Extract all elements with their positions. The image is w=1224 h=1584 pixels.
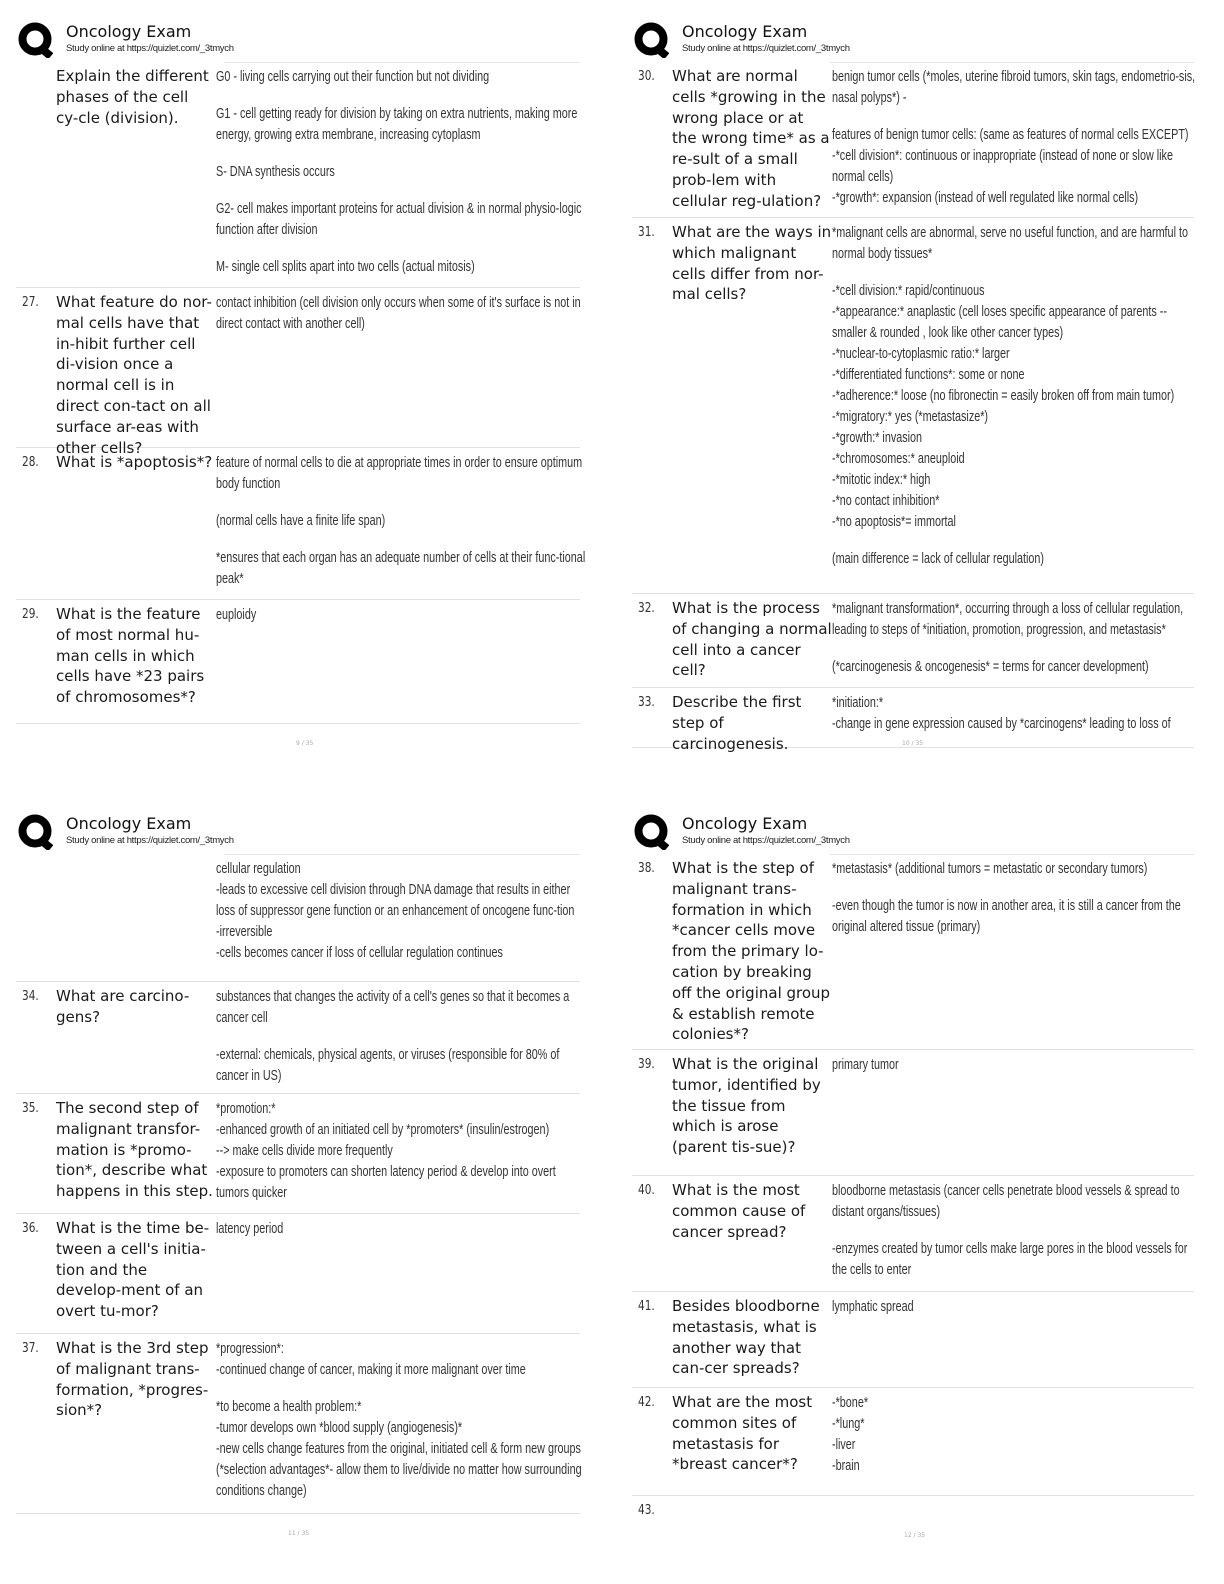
header-title: Oncology Exam xyxy=(682,814,808,833)
page-footer: 11 / 35 xyxy=(288,1530,310,1537)
answer-text xyxy=(832,1393,1106,1477)
page-2 xyxy=(632,18,1212,753)
answer-paragraph: *malignant cells are abnormal, serve no useful function, and are harmful to normal body tissues* xyxy=(832,225,1188,262)
question-number: 27. xyxy=(22,294,39,310)
answer-paragraph: *promotion:* -enhanced growth of an initiated cell by *promoters* (insulin/estrogen) --> make cells divide more frequently -exposure to promoters can shorten latency period & develop into overt tumors quicker xyxy=(216,1101,556,1201)
question-number: 41. xyxy=(638,1298,655,1314)
quizlet-logo-icon xyxy=(18,814,54,850)
qa-row xyxy=(632,1292,1194,1388)
quizlet-logo-icon xyxy=(18,22,54,58)
question-number: 36. xyxy=(22,1220,39,1236)
question-number: 32. xyxy=(638,600,655,616)
question-text: What is the time be-tween a cell's initia-tion and the develop-ment of an overt tu-mor? xyxy=(56,1219,210,1321)
answer-paragraph: benign tumor cells (*moles, uterine fibroid tumors, skin tags, endometrio-sis, nasal polyps*) - xyxy=(832,69,1196,106)
answer-paragraph: *to become a health problem:* -tumor develops own *blood supply (angiogenesis)* -new cells change features from the original, initiated cell & form new groups (*selection advantages*- allow them to live/divide no matter how surrounding conditions change) xyxy=(216,1399,582,1499)
answer-paragraph: M- single cell splits apart into two cells (actual mitosis) xyxy=(216,259,475,275)
answer-paragraph: (*carcinogenesis & oncogenesis* = terms for cancer development) xyxy=(832,659,1149,675)
question-text: The second step of malignant transfor-mation is *promo-tion*, describe what happens in this step. xyxy=(56,1099,213,1201)
qa-row xyxy=(632,62,1194,218)
page-1 xyxy=(16,18,596,747)
header-subtitle: Study online at https://quizlet.com/_3tmych xyxy=(66,835,234,846)
question-number: 31. xyxy=(638,224,655,240)
answer-text xyxy=(216,453,586,590)
question-number: 30. xyxy=(638,68,655,84)
qa-row xyxy=(632,1050,1194,1176)
answer-text xyxy=(832,67,1196,209)
question-text: What is the original tumor, identified by the tissue from which is arose (parent tis-sue)? xyxy=(672,1055,821,1157)
answer-text xyxy=(216,293,581,335)
answer-paragraph: lymphatic spread xyxy=(832,1299,914,1315)
answer-paragraph: (normal cells have a finite life span) xyxy=(216,513,386,529)
qa-row xyxy=(16,982,580,1094)
answer-paragraph: *initiation:* -change in gene expression caused by *carcinogens* leading to loss of xyxy=(832,695,1171,732)
answer-text xyxy=(216,67,582,278)
answer-text xyxy=(832,1181,1188,1281)
quizlet-logo-icon xyxy=(634,22,670,58)
answer-paragraph: *malignant transformation*, occurring through a loss of cellular regulation, leading to steps of *initiation, promotion, progression, and metastasis* xyxy=(832,601,1184,638)
answer-paragraph: cellular regulation -leads to excessive cell division through DNA damage that results in either loss of suppressor gene function or an enhancement of oncogene func-tion -irreversible -cells becomes cancer if loss of cellular regulation continues xyxy=(216,861,575,961)
qa-row xyxy=(16,288,581,457)
answer-text xyxy=(832,599,1184,678)
header-title: Oncology Exam xyxy=(682,22,808,41)
question-text: What are the ways in which malignant cells differ from nor-mal cells? xyxy=(672,223,832,304)
answer-text xyxy=(832,223,1188,570)
answer-text xyxy=(216,1219,490,1240)
question-number: 29. xyxy=(22,606,39,622)
answer-paragraph: -*bone* -*lung* -liver -brain xyxy=(832,1395,869,1474)
answer-paragraph: G1 - cell getting ready for division by taking on extra nutrients, making more energy, growing extra membrane, increasing cytoplasm xyxy=(216,106,578,143)
page-header xyxy=(16,810,596,854)
answer-text xyxy=(832,693,1171,735)
answer-paragraph: latency period xyxy=(216,1221,284,1237)
header-subtitle: Study online at https://quizlet.com/_3tmych xyxy=(66,43,234,54)
answer-text xyxy=(216,1099,556,1204)
answer-paragraph: bloodborne metastasis (cancer cells penetrate blood vessels & spread to distant organs/tissues) xyxy=(832,1183,1180,1220)
answer-paragraph: euploidy xyxy=(216,607,257,623)
question-text: Describe the first step of carcinogenesis. xyxy=(672,693,802,753)
answer-paragraph: G0 - living cells carrying out their function but not dividing xyxy=(216,69,490,85)
page-footer: 9 / 35 xyxy=(296,740,314,747)
question-text: Besides bloodborne metastasis, what is another way that can-cer spreads? xyxy=(672,1297,820,1378)
qa-row xyxy=(632,1496,1194,1526)
qa-row xyxy=(632,1388,1194,1496)
question-number: 43. xyxy=(638,1502,655,1518)
qa-row xyxy=(16,600,580,724)
answer-paragraph: S- DNA synthesis occurs xyxy=(216,164,335,180)
question-number: 33. xyxy=(638,694,655,710)
question-text: What are carcino-gens? xyxy=(56,987,190,1026)
qa-row xyxy=(16,1214,580,1334)
qa-row xyxy=(632,1176,1194,1292)
qa-row xyxy=(632,594,1194,688)
question-text: What feature do nor-mal cells have that in-hibit further cell di-vision once a normal cell is in direct con-tact on all surface ar-eas with other cells? xyxy=(56,293,212,457)
question-number: 34. xyxy=(22,988,39,1004)
qa-row xyxy=(16,62,580,288)
answer-paragraph: *ensures that each organ has an adequate number of cells at their func-tional peak* xyxy=(216,550,586,587)
answer-text xyxy=(216,1339,582,1502)
answer-text xyxy=(832,859,1181,938)
answer-text xyxy=(216,859,575,964)
answer-paragraph: -external: chemicals, physical agents, or viruses (responsible for 80% of cancer in US) xyxy=(216,1047,560,1084)
question-text: Explain the different phases of the cell cy-cle (division). xyxy=(56,67,209,127)
question-number: 42. xyxy=(638,1394,655,1410)
answer-paragraph: primary tumor xyxy=(832,1057,899,1073)
qa-row xyxy=(16,1334,580,1514)
question-number: 37. xyxy=(22,1340,39,1356)
qa-row xyxy=(632,688,1194,753)
page-footer: 10 / 35 xyxy=(902,740,924,747)
answer-paragraph: -even though the tumor is now in another area, it is still a cancer from the original altered tissue (primary) xyxy=(832,898,1181,935)
question-text: What are the most common sites of metastasis for *breast cancer*? xyxy=(672,1393,813,1474)
answer-text xyxy=(832,1297,1106,1318)
qa-row xyxy=(632,218,1194,594)
header-subtitle: Study online at https://quizlet.com/_3tmych xyxy=(682,43,850,54)
answer-text xyxy=(216,605,490,626)
question-text: What is the 3rd step of malignant trans-formation, *progres-sion*? xyxy=(56,1339,209,1420)
quizlet-logo-icon xyxy=(634,814,670,850)
page-header xyxy=(16,18,596,62)
question-number: 39. xyxy=(638,1056,655,1072)
page-header xyxy=(632,18,1212,62)
page-4 xyxy=(632,810,1212,1539)
question-text: What is the process of changing a normal cell into a cancer cell? xyxy=(672,599,832,680)
page-header xyxy=(632,810,1212,854)
page-footer: 12 / 35 xyxy=(904,1532,926,1539)
answer-paragraph: -enzymes created by tumor cells make large pores in the blood vessels for the cells to enter xyxy=(832,1241,1188,1278)
question-text: What is the step of malignant trans-formation in which *cancer cells move from the primary lo-cation by breaking off the original group & establish remote colonies*? xyxy=(672,859,831,1044)
header-subtitle: Study online at https://quizlet.com/_3tmych xyxy=(682,835,850,846)
answer-text xyxy=(216,987,570,1087)
answer-paragraph: *progression*: -continued change of cancer, making it more malignant over time xyxy=(216,1341,526,1378)
question-text: What is *apoptosis*? xyxy=(56,453,213,471)
question-number: 28. xyxy=(22,454,39,470)
answer-paragraph: G2- cell makes important proteins for actual division & in normal physio-logic function after division xyxy=(216,201,582,238)
qa-row xyxy=(16,1094,580,1214)
answer-paragraph: contact inhibition (cell division only occurs when some of it's surface is not in direct contact with another cell) xyxy=(216,295,581,332)
question-text: What is the most common cause of cancer spread? xyxy=(672,1181,806,1241)
answer-paragraph: *metastasis* (additional tumors = metastatic or secondary tumors) xyxy=(832,861,1148,877)
answer-paragraph: (main difference = lack of cellular regulation) xyxy=(832,551,1044,567)
question-number: 35. xyxy=(22,1100,39,1116)
answer-paragraph: -*cell division:* rapid/continuous -*appearance:* anaplastic (cell loses specific appearance of parents -- smaller & rounded , look like other cancer types) -*nuclear-to-cytoplasmic ratio:* larger -*differentiated functions*: some or none -*adherence:* loose (no fibronectin = easily broken off from main tumor) -*migratory:* yes (*metastasize*) -*growth:* invasion -*chromosomes:* aneuploid -*mitotic index:* high -*no contact inhibition* -*no apoptosis*= immortal xyxy=(832,283,1175,530)
question-text: What is the feature of most normal hu-man cells in which cells have *23 pairs of chromosomes*? xyxy=(56,605,205,707)
answer-text xyxy=(832,1055,1106,1076)
header-title: Oncology Exam xyxy=(66,814,192,833)
question-number: 38. xyxy=(638,860,655,876)
page-3 xyxy=(16,810,596,1537)
question-text: What are normal cells *growing in the wrong place or at the wrong time* as a re-sult of a small prob-lem with cellular reg-ulation? xyxy=(672,67,830,210)
header-title: Oncology Exam xyxy=(66,22,192,41)
question-number: 40. xyxy=(638,1182,655,1198)
qa-list xyxy=(632,854,1212,1526)
qa-row xyxy=(632,854,1194,1050)
qa-list xyxy=(16,62,596,724)
answer-paragraph: substances that changes the activity of a cell's genes so that it becomes a cancer cell xyxy=(216,989,570,1026)
answer-paragraph: feature of normal cells to die at appropriate times in order to ensure optimum body function xyxy=(216,455,583,492)
qa-row xyxy=(16,854,580,982)
qa-list xyxy=(16,854,596,1514)
answer-paragraph: features of benign tumor cells: (same as features of normal cells EXCEPT) -*cell division*: continuous or inappropriate (instead of none or slow like normal cells) -*growth*: expansion (instead of well regulated like normal cells) xyxy=(832,127,1189,206)
qa-list xyxy=(632,62,1212,753)
qa-row xyxy=(16,448,586,600)
